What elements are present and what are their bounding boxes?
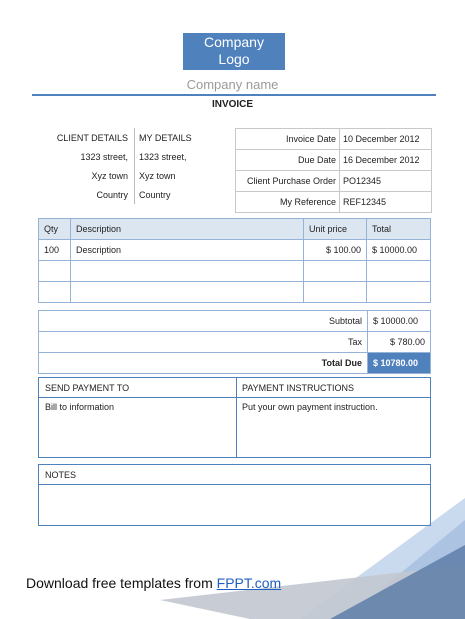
- client-street: 1323 street,: [80, 152, 128, 162]
- meta-value-my-reference: REF12345: [340, 192, 432, 213]
- meta-row: [236, 150, 432, 171]
- meta-row: [236, 192, 432, 213]
- invoice-meta-table: [235, 128, 432, 213]
- meta-row: [236, 129, 432, 150]
- table-row: [39, 282, 431, 303]
- meta-label-client-po: Client Purchase Order: [236, 171, 340, 192]
- totals-row-tax: [39, 332, 431, 353]
- col-header-unit-price: Unit price: [304, 219, 367, 240]
- meta-row: [236, 171, 432, 192]
- send-payment-heading: SEND PAYMENT TO: [39, 378, 236, 398]
- payment-instructions-body: Put your own payment instruction.: [242, 402, 378, 412]
- client-town: Xyz town: [91, 171, 128, 181]
- cell-total: [367, 261, 431, 282]
- cell-description: [71, 261, 304, 282]
- footer-link[interactable]: FPPT.com: [216, 575, 282, 591]
- cell-description: [71, 282, 304, 303]
- meta-value-client-po: PO12345: [340, 171, 432, 192]
- meta-value-due-date: 16 December 2012: [340, 150, 432, 171]
- notes-heading: NOTES: [39, 465, 430, 485]
- cell-qty: [39, 282, 71, 303]
- table-row: [39, 240, 431, 261]
- send-payment-section: [39, 378, 237, 457]
- total-due-label: Total Due: [39, 353, 368, 374]
- logo-line-1: Company: [204, 34, 264, 50]
- my-details-heading: MY DETAILS: [139, 133, 192, 143]
- table-row: [39, 261, 431, 282]
- subtotal-value: $ 10000.00: [368, 311, 431, 332]
- totals-row-due: [39, 353, 431, 374]
- my-country: Country: [139, 190, 171, 200]
- footer: [26, 575, 281, 591]
- company-logo: [183, 33, 285, 70]
- my-town: Xyz town: [139, 171, 176, 181]
- line-items-table: [38, 218, 431, 303]
- meta-value-invoice-date: 10 December 2012: [340, 129, 432, 150]
- header-rule: [32, 94, 436, 96]
- payment-instructions-heading: PAYMENT INSTRUCTIONS: [236, 378, 430, 398]
- cell-unit-price: [304, 261, 367, 282]
- client-details-heading: CLIENT DETAILS: [56, 133, 128, 143]
- tax-label: Tax: [39, 332, 368, 353]
- meta-label-my-reference: My Reference: [236, 192, 340, 213]
- cell-unit-price: [304, 282, 367, 303]
- cell-total: $ 10000.00: [367, 240, 431, 261]
- line-items-header: [39, 219, 431, 240]
- invoice-title: INVOICE: [211, 99, 254, 110]
- cell-qty: [39, 261, 71, 282]
- col-header-description: Description: [71, 219, 304, 240]
- payment-box: [38, 377, 431, 458]
- my-details: [139, 129, 229, 205]
- total-due-value: $ 10780.00: [368, 353, 431, 374]
- col-header-qty: Qty: [39, 219, 71, 240]
- cell-qty: 100: [39, 240, 71, 261]
- my-street: 1323 street,: [139, 152, 187, 162]
- send-payment-body: Bill to information: [45, 402, 115, 412]
- client-country: Country: [96, 190, 128, 200]
- cell-description: Description: [71, 240, 304, 261]
- cell-total: [367, 282, 431, 303]
- totals-table: [38, 310, 431, 374]
- totals-row-subtotal: [39, 311, 431, 332]
- logo-line-2: Logo: [218, 51, 250, 67]
- details-divider: [134, 128, 135, 204]
- col-header-total: Total: [367, 219, 431, 240]
- client-details: [40, 129, 128, 205]
- notes-box: [38, 464, 431, 526]
- meta-label-due-date: Due Date: [236, 150, 340, 171]
- meta-label-invoice-date: Invoice Date: [236, 129, 340, 150]
- company-name: Company name: [186, 77, 279, 92]
- subtotal-label: Subtotal: [39, 311, 368, 332]
- cell-unit-price: $ 100.00: [304, 240, 367, 261]
- payment-instructions-section: [236, 378, 430, 457]
- tax-value: $ 780.00: [368, 332, 431, 353]
- footer-text: Download free templates from: [26, 575, 217, 591]
